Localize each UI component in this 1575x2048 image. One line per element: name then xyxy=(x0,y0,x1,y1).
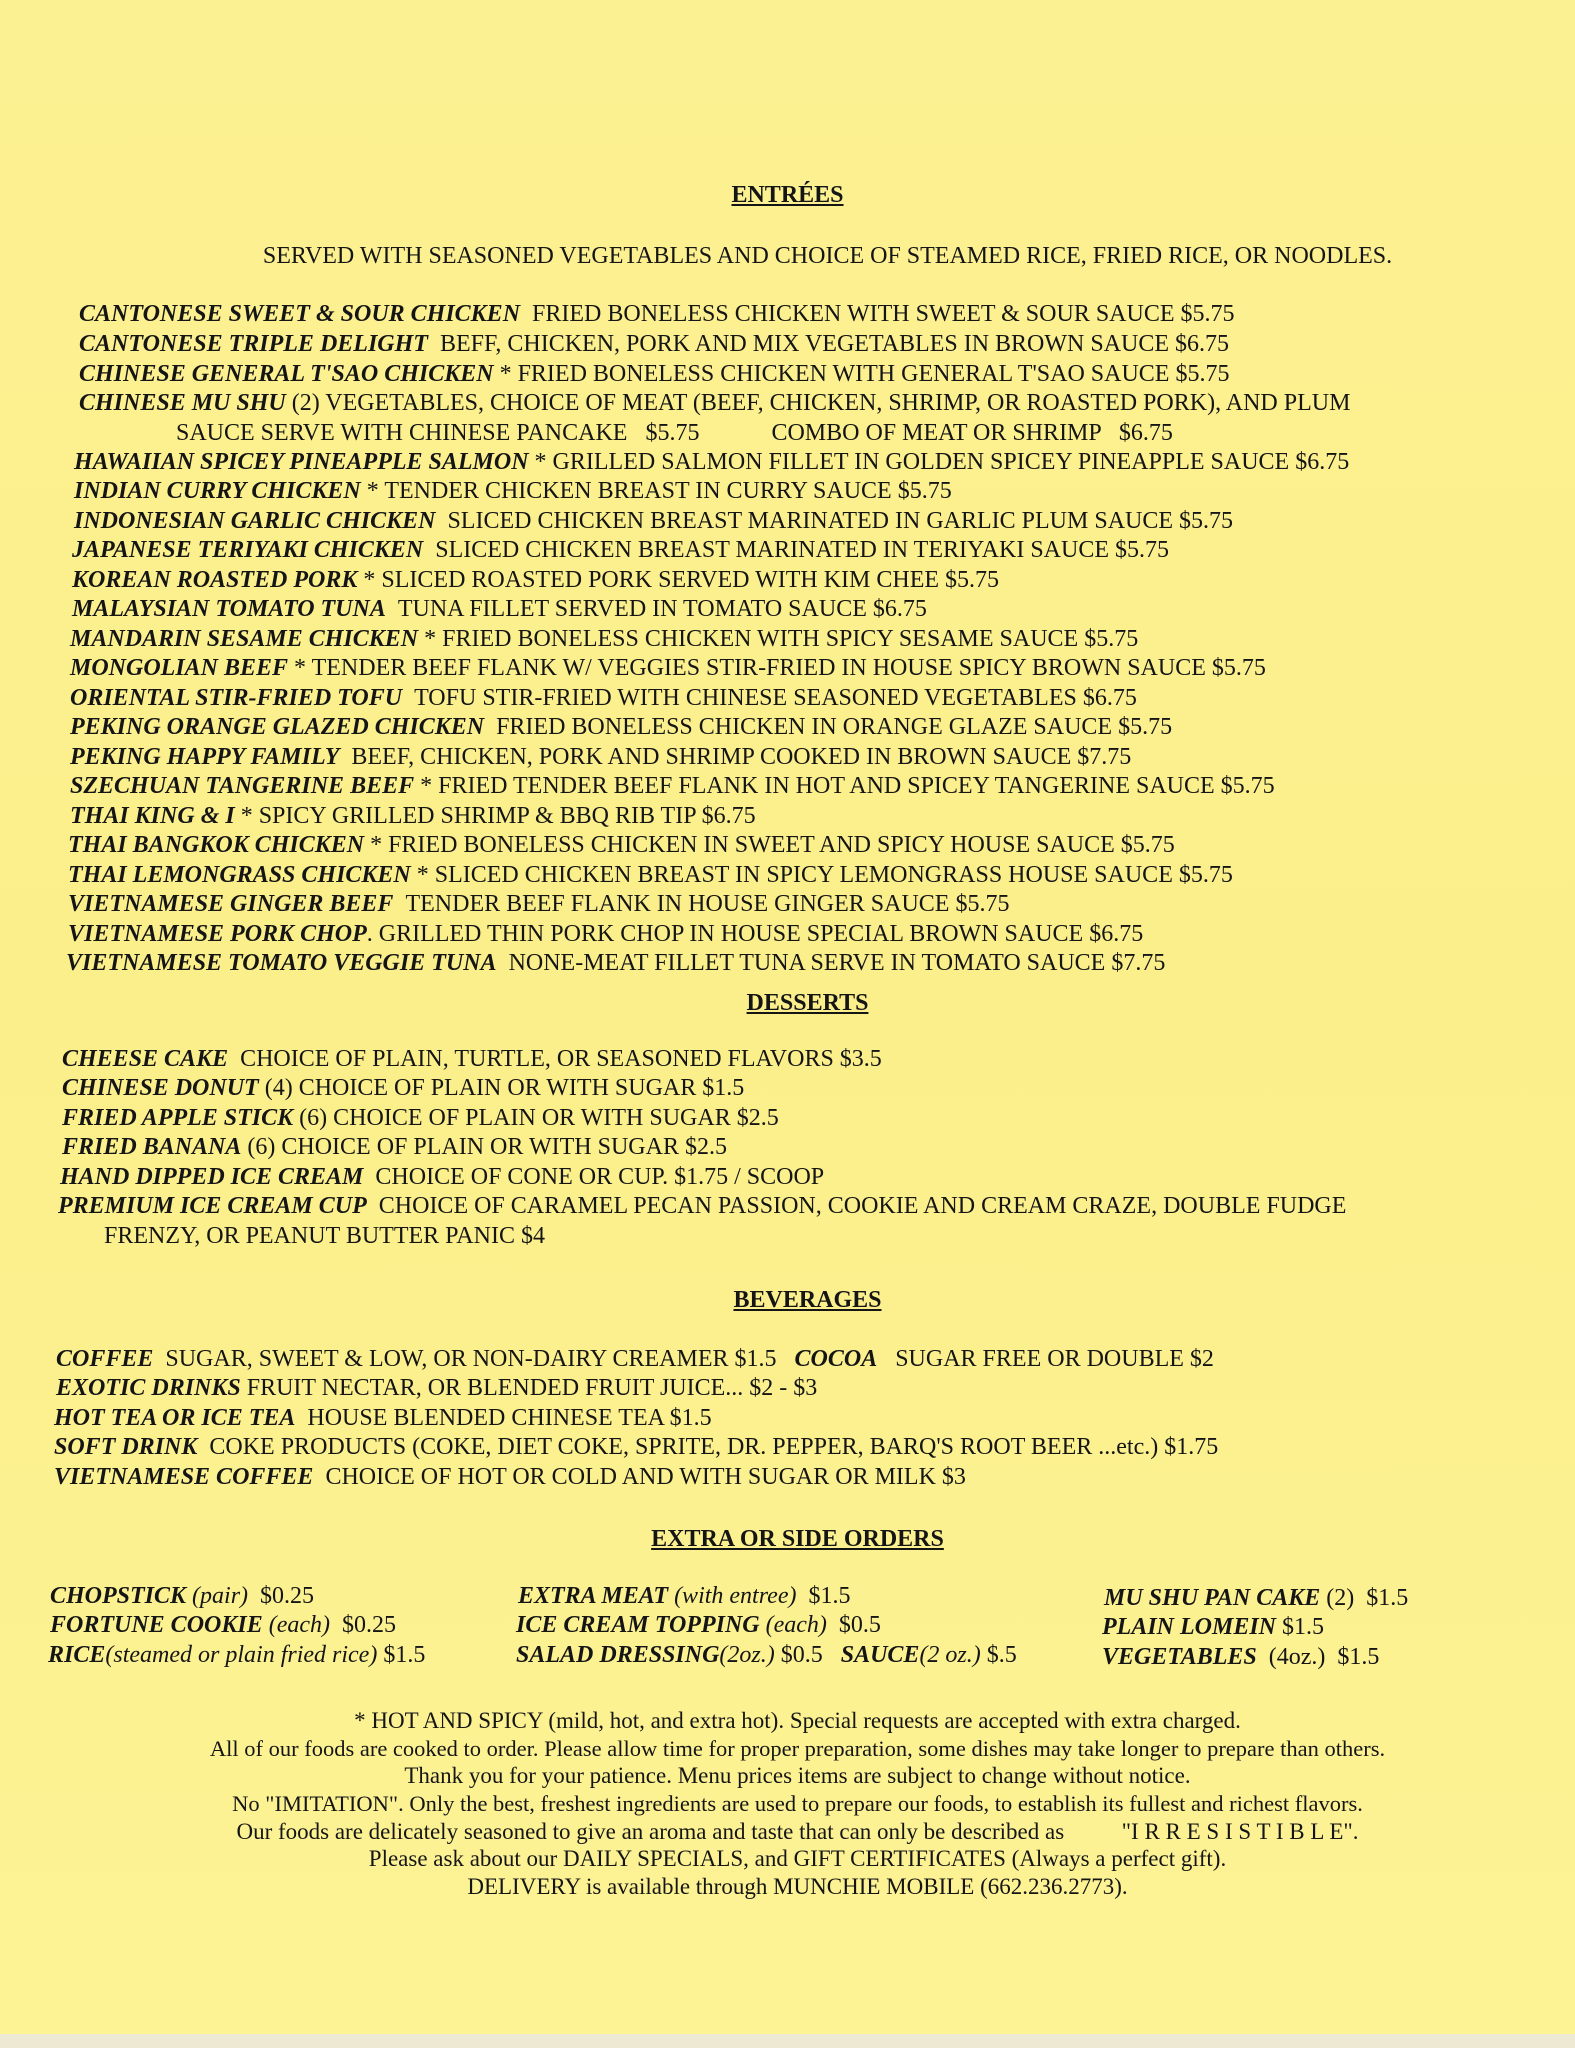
entree-item: CHINESE GENERAL T'SAO CHICKEN * FRIED BONELESS CHICKEN WITH GENERAL T'SAO SAUCE $5.75 xyxy=(79,361,1230,387)
desserts-heading: DESSERTS xyxy=(746,990,869,1016)
footer-line: Please ask about our DAILY SPECIALS, and GIFT CERTIFICATES (Always a perfect gift). xyxy=(368,1846,1227,1871)
entree-item: KOREAN ROASTED PORK * SLICED ROASTED PORK SERVED WITH KIM CHEE $5.75 xyxy=(72,567,1000,593)
beverage-item: HOT TEA OR ICE TEA HOUSE BLENDED CHINESE TEA $1.5 xyxy=(54,1405,712,1431)
entree-item: VIETNAMESE GINGER BEEF TENDER BEEF FLANK IN HOUSE GINGER SAUCE $5.75 xyxy=(68,891,1010,917)
beverage-item: VIETNAMESE COFFEE CHOICE OF HOT OR COLD AND WITH SUGAR OR MILK $3 xyxy=(54,1464,966,1490)
dessert-item: FRIED BANANA (6) CHOICE OF PLAIN OR WITH SUGAR $2.5 xyxy=(62,1134,727,1160)
entree-item: JAPANESE TERIYAKI CHICKEN SLICED CHICKEN BREAST MARINATED IN TERIYAKI SAUCE $5.75 xyxy=(72,537,1170,563)
footer-line: * HOT AND SPICY (mild, hot, and extra hot). Special requests are accepted with extra charged. xyxy=(354,1708,1241,1733)
extra-item: RICE(steamed or plain fried rice) $1.5 xyxy=(48,1642,426,1668)
entree-item: VIETNAMESE PORK CHOP. GRILLED THIN PORK CHOP IN HOUSE SPECIAL BROWN SAUCE $6.75 xyxy=(68,921,1144,947)
extras-heading: EXTRA OR SIDE ORDERS xyxy=(651,1526,944,1552)
entree-item: INDONESIAN GARLIC CHICKEN SLICED CHICKEN BREAST MARINATED IN GARLIC PLUM SAUCE $5.75 xyxy=(74,508,1234,534)
entree-item: THAI LEMONGRASS CHICKEN * SLICED CHICKEN BREAST IN SPICY LEMONGRASS HOUSE SAUCE $5.75 xyxy=(68,862,1233,888)
entree-item: PEKING HAPPY FAMILY BEEF, CHICKEN, PORK AND SHRIMP COOKED IN BROWN SAUCE $7.75 xyxy=(70,744,1132,770)
extra-item: PLAIN LOMEIN $1.5 xyxy=(1102,1614,1325,1640)
entree-item: SZECHUAN TANGERINE BEEF * FRIED TENDER BEEF FLANK IN HOT AND SPICEY TANGERINE SAUCE $5.75 xyxy=(70,773,1275,799)
dessert-item-continued: FRENZY, OR PEANUT BUTTER PANIC $4 xyxy=(104,1223,545,1249)
beverage-item: COFFEE SUGAR, SWEET & LOW, OR NON-DAIRY CREAMER $1.5 COCOA SUGAR FREE OR DOUBLE $2 xyxy=(56,1346,1214,1372)
footer-line: DELIVERY is available through MUNCHIE MOBILE (662.236.2773). xyxy=(467,1874,1128,1899)
dessert-item: PREMIUM ICE CREAM CUP CHOICE OF CARAMEL PECAN PASSION, COOKIE AND CREAM CRAZE, DOUBLE FUDGE xyxy=(58,1193,1347,1219)
entree-item: THAI BANGKOK CHICKEN * FRIED BONELESS CHICKEN IN SWEET AND SPICY HOUSE SAUCE $5.75 xyxy=(68,832,1175,858)
entree-item: ORIENTAL STIR-FRIED TOFU TOFU STIR-FRIED WITH CHINESE SEASONED VEGETABLES $6.75 xyxy=(70,685,1137,711)
extra-item: VEGETABLES (4oz.) $1.5 xyxy=(1102,1644,1380,1670)
entrees-subtitle: SERVED WITH SEASONED VEGETABLES AND CHOICE OF STEAMED RICE, FRIED RICE, OR NOODLES. xyxy=(262,243,1393,269)
entree-item: INDIAN CURRY CHICKEN * TENDER CHICKEN BREAST IN CURRY SAUCE $5.75 xyxy=(74,478,952,504)
entree-item-continued: SAUCE SERVE WITH CHINESE PANCAKE $5.75 COMBO OF MEAT OR SHRIMP $6.75 xyxy=(176,420,1173,446)
footer-line: All of our foods are cooked to order. Please allow time for proper preparation, some dishes may take longer to prepare than others. xyxy=(209,1736,1386,1761)
extra-item: CHOPSTICK (pair) $0.25 xyxy=(50,1583,315,1609)
dessert-item: CHEESE CAKE CHOICE OF PLAIN, TURTLE, OR SEASONED FLAVORS $3.5 xyxy=(62,1046,882,1072)
dessert-item: CHINESE DONUT (4) CHOICE OF PLAIN OR WITH SUGAR $1.5 xyxy=(62,1075,745,1101)
entree-item: CANTONESE SWEET & SOUR CHICKEN FRIED BONELESS CHICKEN WITH SWEET & SOUR SAUCE $5.75 xyxy=(79,301,1235,327)
dessert-item: FRIED APPLE STICK (6) CHOICE OF PLAIN OR WITH SUGAR $2.5 xyxy=(62,1105,779,1131)
extra-item: EXTRA MEAT (with entree) $1.5 xyxy=(518,1583,851,1609)
beverages-heading: BEVERAGES xyxy=(733,1287,882,1313)
extra-item: MU SHU PAN CAKE (2) $1.5 xyxy=(1104,1585,1409,1611)
dessert-item: HAND DIPPED ICE CREAM CHOICE OF CONE OR CUP. $1.75 / SCOOP xyxy=(60,1164,825,1190)
extra-item: ICE CREAM TOPPING (each) $0.5 xyxy=(516,1612,881,1638)
extra-item: SALAD DRESSING(2oz.) $0.5 SAUCE(2 oz.) $.5 xyxy=(516,1642,1017,1668)
entree-item: THAI KING & I * SPICY GRILLED SHRIMP & BBQ RIB TIP $6.75 xyxy=(70,803,756,829)
footer-line: Thank you for your patience. Menu prices items are subject to change without notice. xyxy=(404,1763,1191,1788)
entree-item: MANDARIN SESAME CHICKEN * FRIED BONELESS CHICKEN WITH SPICY SESAME SAUCE $5.75 xyxy=(70,626,1139,652)
page-bottom-edge xyxy=(0,2034,1575,2048)
entree-item: VIETNAMESE TOMATO VEGGIE TUNA NONE-MEAT FILLET TUNA SERVE IN TOMATO SAUCE $7.75 xyxy=(66,950,1166,976)
entree-item: HAWAIIAN SPICEY PINEAPPLE SALMON * GRILLED SALMON FILLET IN GOLDEN SPICEY PINEAPPLE SAUCE $6.75 xyxy=(74,449,1350,475)
entree-item: CANTONESE TRIPLE DELIGHT BEFF, CHICKEN, PORK AND MIX VEGETABLES IN BROWN SAUCE $6.75 xyxy=(79,331,1230,357)
footer-line: No "IMITATION". Only the best, freshest ingredients are used to prepare our foods, to establish its fullest and richest flavors. xyxy=(232,1791,1363,1816)
entree-item: CHINESE MU SHU (2) VEGETABLES, CHOICE OF MEAT (BEEF, CHICKEN, SHRIMP, OR ROASTED PORK), AND PLUM xyxy=(79,390,1351,416)
entree-item: MALAYSIAN TOMATO TUNA TUNA FILLET SERVED IN TOMATO SAUCE $6.75 xyxy=(72,596,927,622)
extra-item: FORTUNE COOKIE (each) $0.25 xyxy=(50,1612,397,1638)
entrees-heading: ENTRÉES xyxy=(731,182,844,208)
beverage-item: SOFT DRINK COKE PRODUCTS (COKE, DIET COKE, SPRITE, DR. PEPPER, BARQ'S ROOT BEER ...etc.) $1.75 xyxy=(54,1434,1219,1460)
footer-line: Our foods are delicately seasoned to give an aroma and taste that can only be described as "I R R E S I S T I B L E". xyxy=(236,1819,1359,1844)
entree-item: PEKING ORANGE GLAZED CHICKEN FRIED BONELESS CHICKEN IN ORANGE GLAZE SAUCE $5.75 xyxy=(70,714,1173,740)
entree-item: MONGOLIAN BEEF * TENDER BEEF FLANK W/ VEGGIES STIR-FRIED IN HOUSE SPICY BROWN SAUCE $5.75 xyxy=(70,655,1266,681)
beverage-item: EXOTIC DRINKS FRUIT NECTAR, OR BLENDED FRUIT JUICE... $2 - $3 xyxy=(56,1375,818,1401)
